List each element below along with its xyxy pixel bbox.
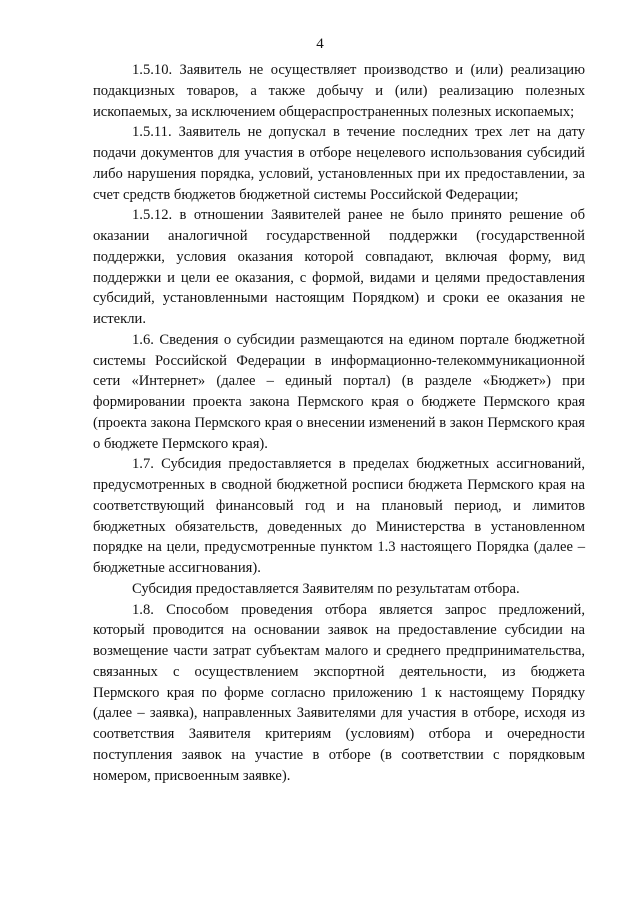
paragraph-1-5-10: 1.5.10. Заявитель не осуществляет производство и (или) реализацию подакцизных товаров, а также добычу и (или) реализацию полезных ископаемых, за исключением общераспространенных полезных ископаемых; (93, 62, 585, 120)
paragraph-1-7: 1.7. Субсидия предоставляется в пределах бюджетных ассигнований, предусмотренных в сводной бюджетной росписи бюджета Пермского края на соответствующий финансовый год и на плановый период, и лимитов бюджетных обязательств, доведенных до Министерства в установленном порядке на цели, предусмотренные пунктом 1.3 настоящего Порядка (далее – бюджетные ассигнования). (93, 456, 585, 576)
page-number: 4 (316, 36, 324, 52)
paragraph-1-6: 1.6. Сведения о субсидии размещаются на едином портале бюджетной системы Российской Федерации в информационно-телекоммуникационной сети «Интернет» (далее – единый портал) (в разделе «Бюджет») при формировании проекта закона Пермского края о бюджете Пермского края (проекта закона Пермского края о внесении изменений в закон Пермского края о бюджете Пермского края). (93, 331, 585, 452)
paragraph-1-8: 1.8. Способом проведения отбора является запрос предложений, который проводится на основании заявок на предоставление субсидии на возмещение части затрат субъектам малого и среднего предпринимательства, связанных с осуществлением экспортной деятельности, из бюджета Пермского края по форме согласно приложению 1 к настоящему Порядку (далее – заявка), направленных Заявителями для участия в отборе, исходя из соответствия Заявителя критериям (условиям) отбора и очередности поступления заявок на участие в отборе (в соответствии с порядковым номером, присвоенным заявке). (93, 601, 585, 784)
paragraph-subsidy-note: Субсидия предоставляется Заявителям по результатам отбора. (132, 580, 520, 597)
document-body (93, 60, 585, 786)
paragraph-1-5-12: 1.5.12. в отношении Заявителей ранее не было принято решение об оказании аналогичной государственной поддержки (государственной поддержки, условия оказания которой совпадают, включая форму, вид поддержки и цели ее оказания, с формой, видами и целями предоставления субсидий, установленными настоящим Порядком) и сроки ее оказания не истекли. (93, 207, 585, 327)
paragraph-1-5-11: 1.5.11. Заявитель не допускал в течение последних трех лет на дату подачи документов для участия в отборе нецелевого использования субсидий либо нарушения порядка, условий, установленных при их предоставлении, за счет средств бюджетов бюджетной системы Российской Федерации; (93, 124, 585, 203)
